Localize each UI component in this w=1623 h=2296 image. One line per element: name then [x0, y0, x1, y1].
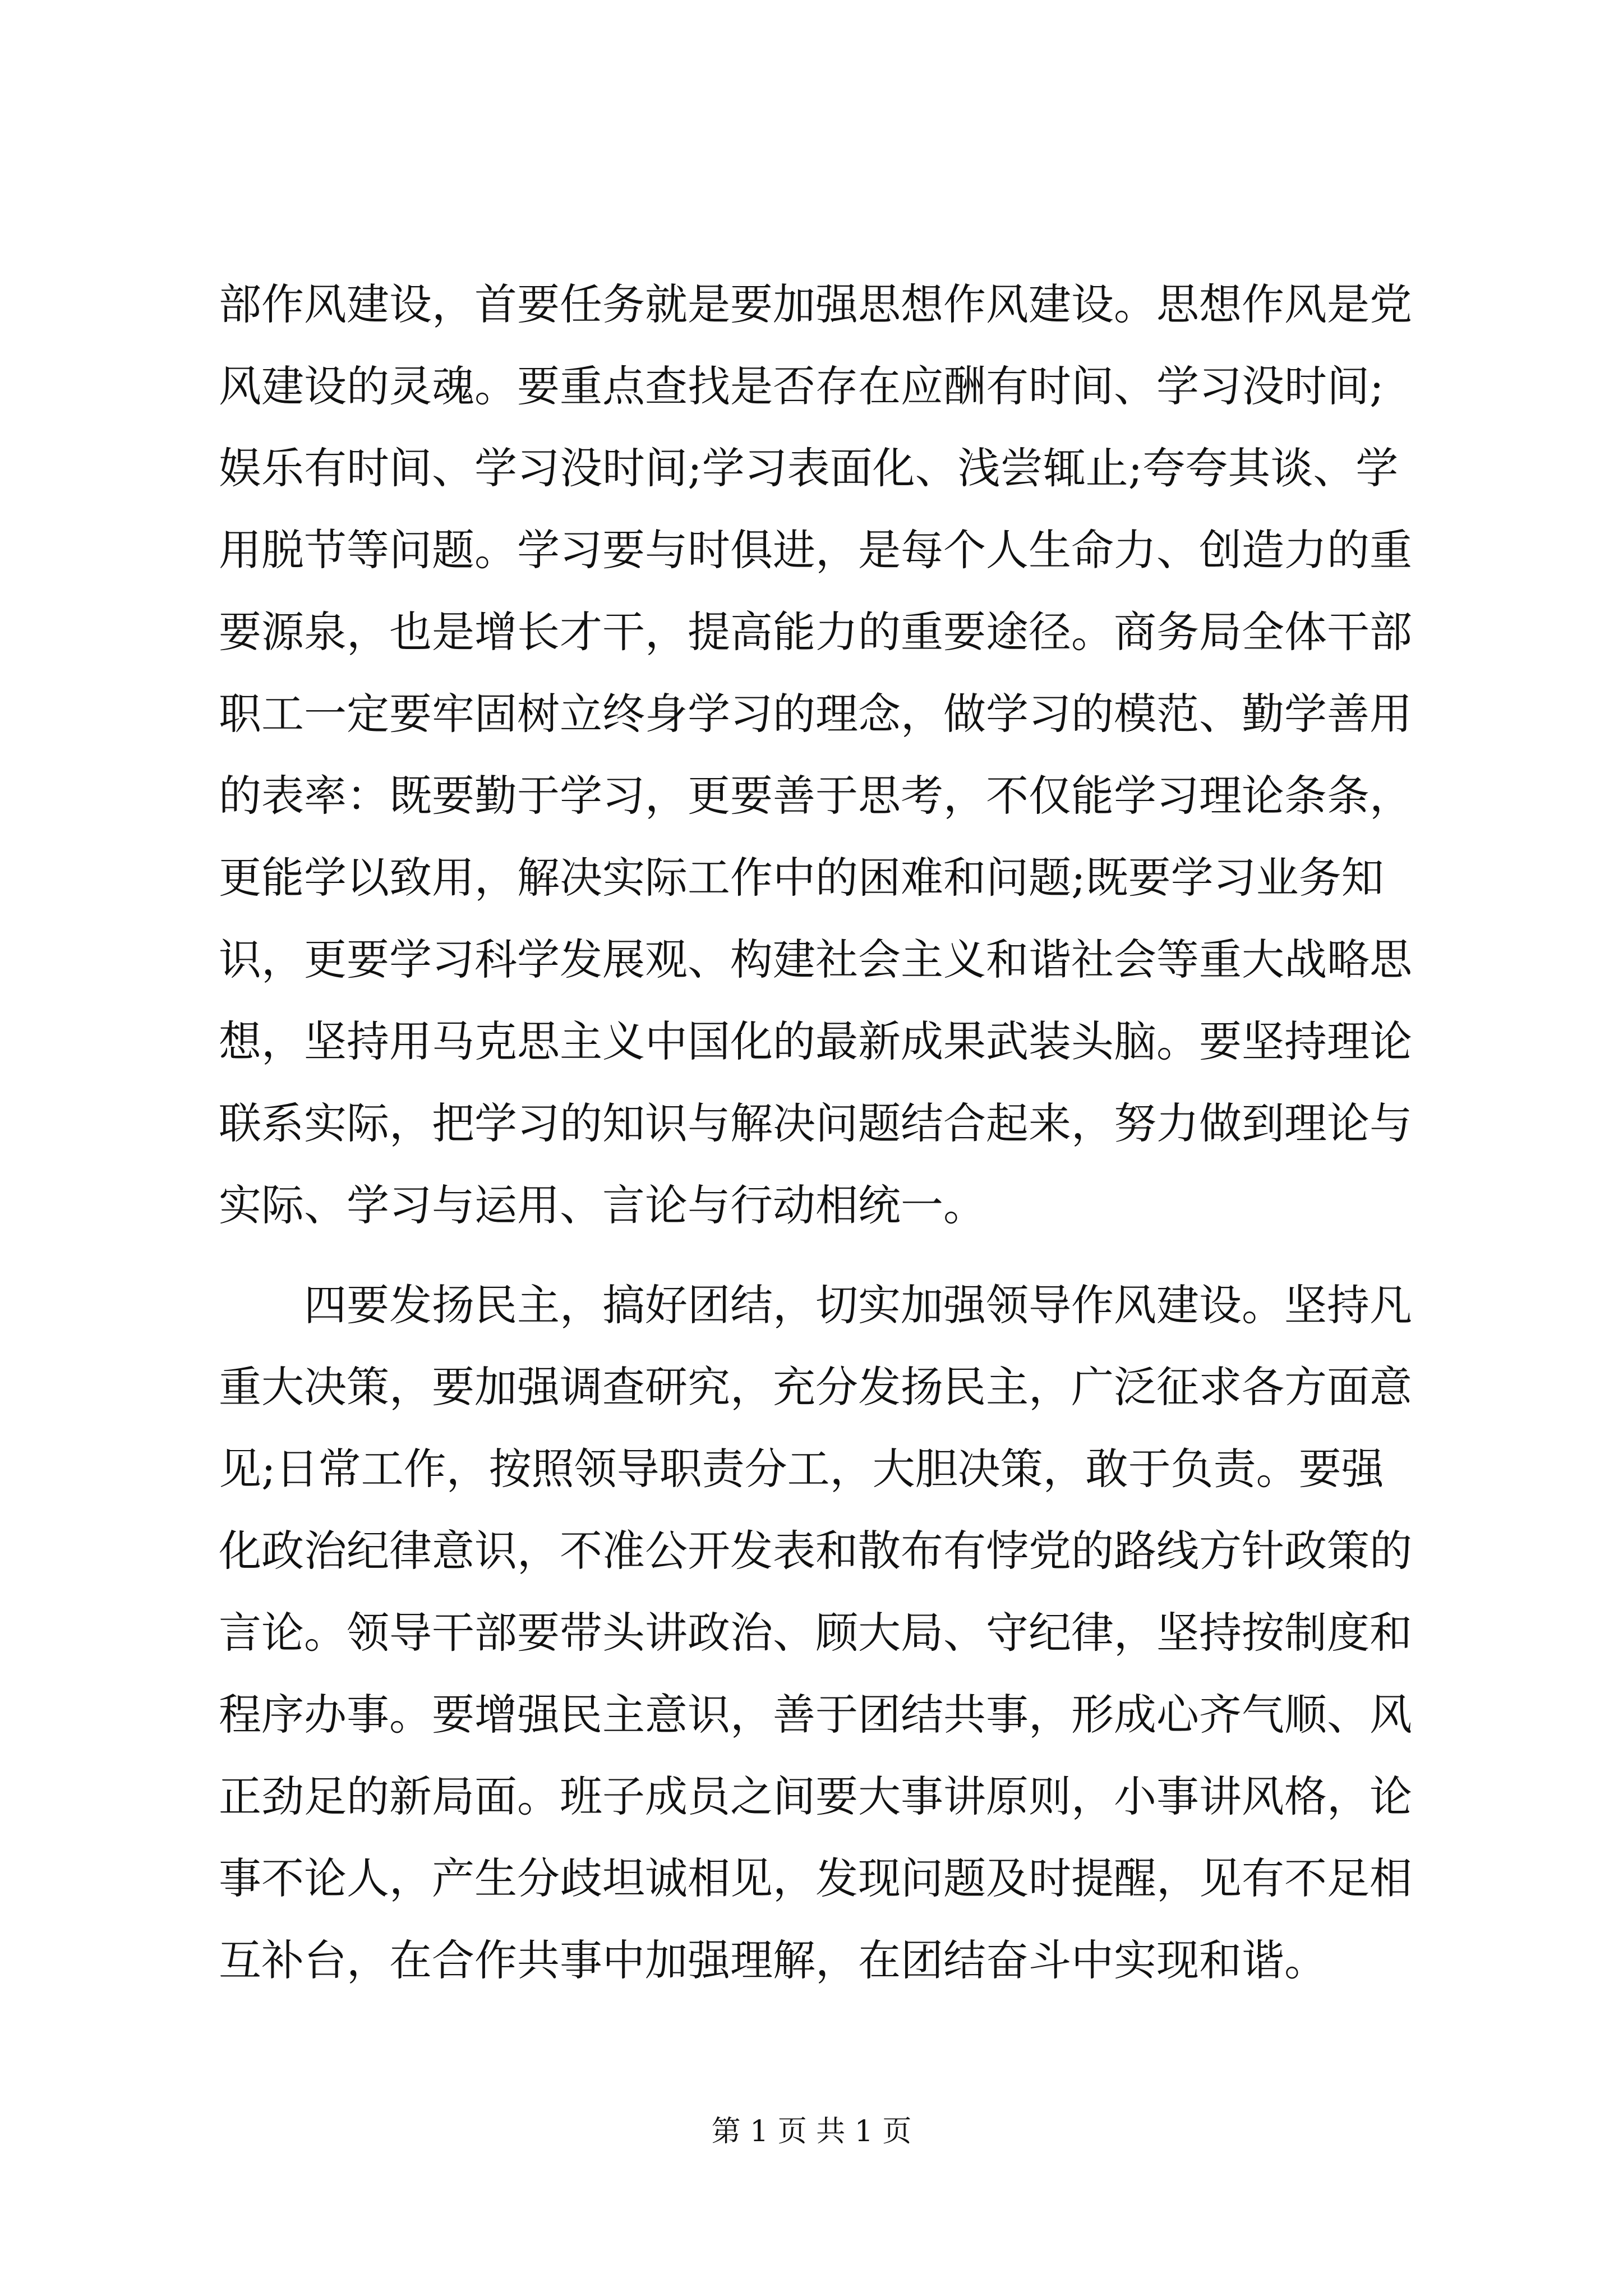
text-line: 用脱节等问题。学习要与时俱进，是每个人生命力、创造力的重 [219, 525, 1412, 575]
text-line: 见;日常工作，按照领导职责分工，大胆决策，敢于负责。要强 [219, 1444, 1384, 1494]
text-line: 互补台，在合作共事中加强理解，在团结奋斗中实现和谐。 [219, 1935, 1327, 1985]
text-line: 更能学以致用，解决实际工作中的困难和问题;既要学习业务知 [219, 853, 1384, 903]
text-line: 部作风建设，首要任务就是要加强思想作风建设。思想作风是党 [219, 279, 1412, 329]
page-footer [0, 2109, 1623, 2154]
text-line: 职工一定要牢固树立终身学习的理念，做学习的模范、勤学善用 [219, 689, 1412, 739]
body-text [219, 264, 1436, 2001]
text-line: 娱乐有时间、学习没时间;学习表面化、浅尝辄止;夸夸其谈、学 [219, 443, 1399, 493]
text-line: 的表率：既要勤于学习，更要善于思考，不仅能学习理论条条， [219, 771, 1412, 821]
text-line: 识，更要学习科学发展观、构建社会主义和谐社会等重大战略思 [219, 935, 1412, 984]
text-line: 正劲足的新局面。班子成员之间要大事讲原则，小事讲风格，论 [219, 1772, 1412, 1821]
text-line: 重大决策，要加强调查研究，充分发扬民主，广泛征求各方面意 [219, 1362, 1412, 1412]
text-line: 实际、学习与运用、言论与行动相统一。 [219, 1180, 986, 1230]
page-number-label: 第 1 页 共 1 页 [711, 2115, 912, 2148]
text-line: 程序办事。要增强民主意识，善于团结共事，形成心齐气顺、风 [219, 1690, 1412, 1740]
text-line: 化政治纪律意识，不准公开发表和散布有悖党的路线方针政策的 [219, 1526, 1412, 1576]
text-line: 联系实际，把学习的知识与解决问题结合起来，努力做到理论与 [219, 1098, 1412, 1148]
text-line: 想，坚持用马克思主义中国化的最新成果武装头脑。要坚持理论 [219, 1016, 1412, 1066]
text-line: 要源泉，也是增长才干，提高能力的重要途径。商务局全体干部 [219, 607, 1412, 657]
paragraph-first-line: 四要发扬民主，搞好团结，切实加强领导作风建设。坚持凡 [304, 1280, 1412, 1330]
text-line: 事不论人，产生分歧坦诚相见，发现问题及时提醒，见有不足相 [219, 1853, 1412, 1903]
text-line: 风建设的灵魂。要重点查找是否存在应酬有时间、学习没时间; [219, 361, 1384, 411]
text-line: 言论。领导干部要带头讲政治、顾大局、守纪律，坚持按制度和 [219, 1608, 1412, 1658]
